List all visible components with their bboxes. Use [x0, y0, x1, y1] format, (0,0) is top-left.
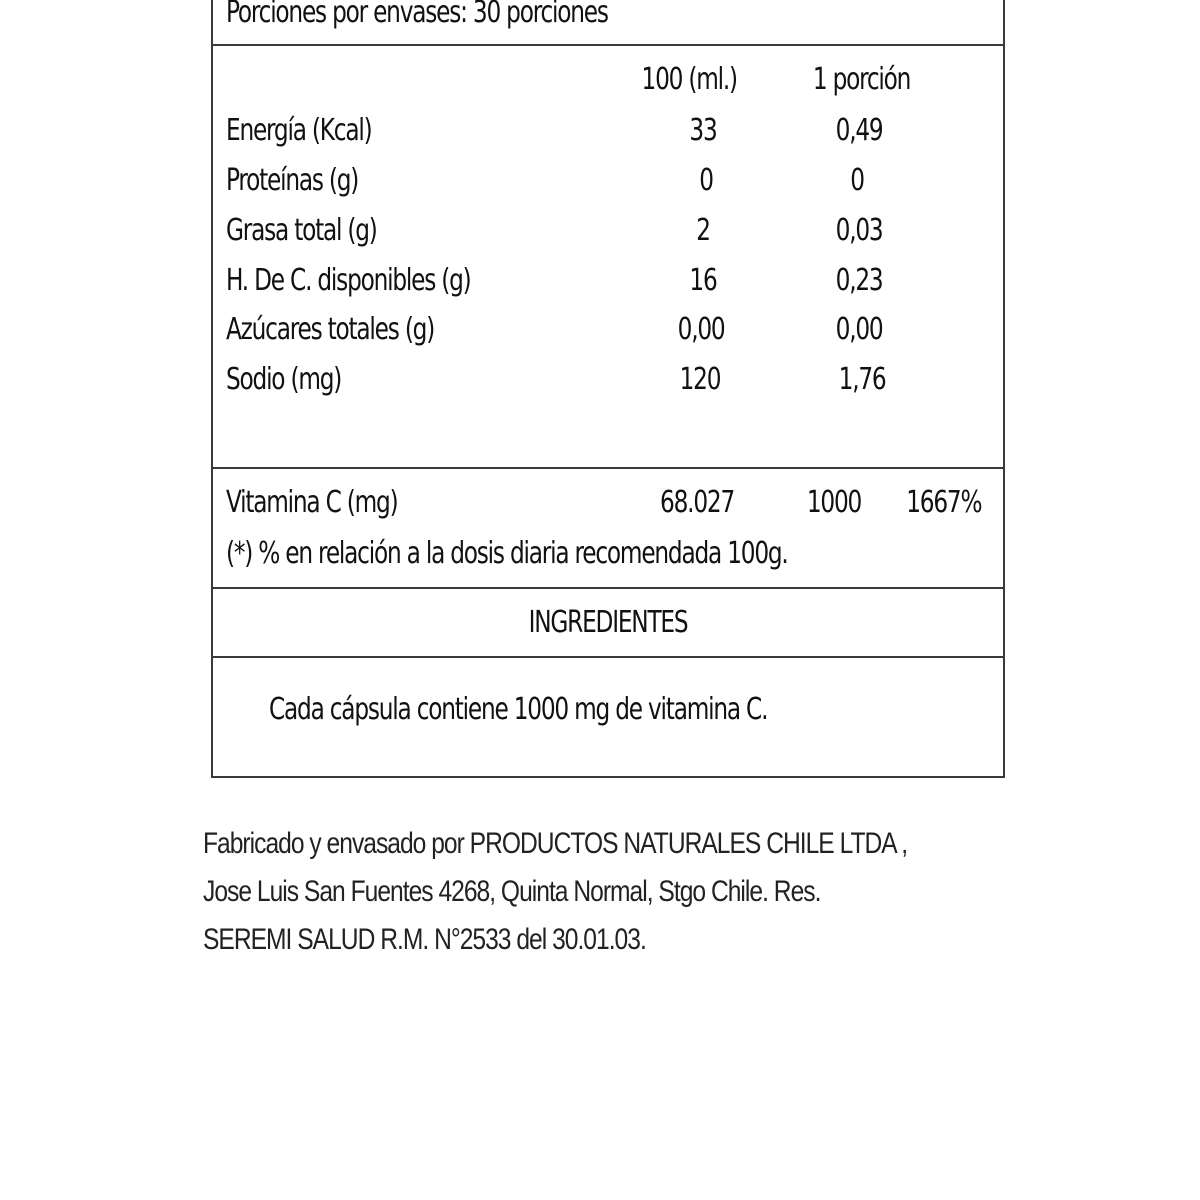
manufacturer-info — [203, 820, 907, 964]
vitamin-c-name: Vitamina C (mg) — [226, 485, 398, 520]
nutrient-name: Proteínas (g) — [226, 163, 359, 198]
divider-ingredients-body — [213, 656, 1003, 658]
nutrient-per-100: 16 — [689, 263, 717, 298]
nutrient-per-100: 0,00 — [677, 312, 724, 347]
manufacturer-line: SEREMI SALUD R.M. N°2533 del 30.01.03. — [203, 923, 646, 956]
column-header-per-100: 100 (ml.) — [641, 62, 737, 97]
column-header-per-portion: 1 porción — [812, 62, 910, 97]
divider-servings — [213, 44, 1003, 46]
servings-per-container: Porciones por envases: 30 porciones — [226, 0, 608, 30]
nutrient-per-portion: 0,23 — [835, 263, 882, 298]
vitamin-c-percent-dv: 1667% — [905, 485, 981, 520]
ingredients-heading: INGREDIENTES — [528, 605, 688, 640]
nutrient-per-100: 2 — [696, 213, 710, 248]
nutrient-per-100: 120 — [679, 362, 720, 397]
vitamin-c-per-100: 68.027 — [660, 485, 734, 520]
divider-ingredients-heading — [213, 587, 1003, 589]
nutrient-name: Azúcares totales (g) — [226, 312, 435, 347]
nutrient-per-portion: 0 — [850, 163, 864, 198]
daily-value-footnote: (*) % en relación a la dosis diaria recomendada 100g. — [226, 536, 788, 571]
nutrient-name: Sodio (mg) — [226, 362, 342, 397]
vitamin-c-per-portion: 1000 — [806, 485, 861, 520]
nutrient-name: Grasa total (g) — [226, 213, 377, 248]
nutrient-per-100: 33 — [689, 113, 717, 148]
ingredients-text: Cada cápsula contiene 1000 mg de vitamina C. — [269, 692, 768, 727]
manufacturer-line: Jose Luis San Fuentes 4268, Quinta Normal, Stgo Chile. Res. — [203, 875, 821, 908]
divider-vitamin — [213, 467, 1003, 469]
nutrient-name: Energía (Kcal) — [226, 113, 372, 148]
nutrient-per-portion: 0,49 — [835, 113, 882, 148]
nutrient-per-100: 0 — [699, 163, 713, 198]
nutrient-name: H. De C. disponibles (g) — [226, 263, 471, 298]
nutrient-per-portion: 1,76 — [838, 362, 885, 397]
nutrient-per-portion: 0,03 — [835, 213, 882, 248]
nutrient-per-portion: 0,00 — [835, 312, 882, 347]
manufacturer-line: Fabricado y envasado por PRODUCTOS NATURALES CHILE LTDA , — [203, 827, 908, 860]
